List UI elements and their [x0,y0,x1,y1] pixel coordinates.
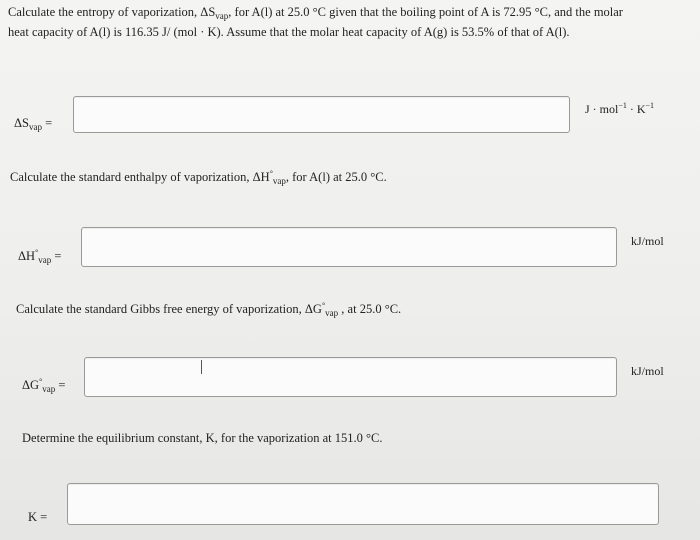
delta-s-sub: vap [29,122,42,132]
enthalpy-prompt-sub: vap [272,176,286,186]
text-cursor-icon [201,360,212,374]
delta-g-unit: kJ/mol [631,364,664,378]
unit-sup-2: −1 [645,101,655,110]
delta-h-vap-input[interactable] [81,227,617,267]
unit-k: · K [626,102,646,116]
delta-g-vap-label [22,378,65,393]
intro-line-1-rest: , for A(l) at 25.0 °C given that the boiling point of A is 72.95 °C, and the molar [228,5,623,19]
delta-h-unit: kJ/mol [631,234,664,248]
delta-g-sub: vap [42,384,56,394]
delta-s-equals: = [42,116,53,130]
intro-line-1-text: Calculate the entropy of vaporization, ΔS [8,5,216,19]
delta-g-symbol: ΔG [22,378,40,392]
delta-h-equals: = [51,249,62,263]
delta-g-sup: ° [39,377,43,386]
k-label: K = [28,510,48,524]
enthalpy-prompt-sup: ° [269,169,273,178]
delta-g-equals: = [55,378,66,392]
intro-line-2: heat capacity of A(l) is 116.35 J/ (mol · K). Assume that the molar heat capacity of A(g) is 53.5% of that of A(l). [8,25,570,39]
equilibrium-prompt: Determine the equilibrium constant, K, for the vaporization at 151.0 °C. [22,431,383,445]
delta-h-symbol: ΔH [18,249,36,263]
gibbs-prompt-rest: , at 25.0 °C. [338,302,402,316]
unit-j-mol: J · mol [585,102,619,116]
delta-s-unit [585,102,654,117]
delta-s-vap-input[interactable] [73,96,570,133]
enthalpy-prompt-rest: , for A(l) at 25.0 °C. [285,170,387,184]
gibbs-prompt-text: Calculate the standard Gibbs free energy of vaporization, ΔG [16,302,322,316]
delta-s-vap-label [14,116,52,131]
enthalpy-prompt [10,170,387,185]
unit-sup-1: −1 [618,101,627,110]
delta-h-vap-label [18,249,61,264]
intro-line-1 [8,3,688,23]
delta-s-symbol: ΔS [14,116,29,130]
delta-g-vap-input[interactable] [84,357,617,397]
gibbs-prompt-sup: ° [321,301,326,310]
gibbs-prompt [16,302,401,317]
delta-h-sub: vap [38,255,52,265]
enthalpy-prompt-text: Calculate the standard enthalpy of vaporization, ΔH [10,170,270,184]
intro-line-1-sub: vap [215,11,229,21]
gibbs-prompt-sub: vap [325,308,339,318]
delta-h-sup: ° [35,248,39,257]
k-input[interactable] [67,483,659,525]
question-intro [8,3,688,42]
